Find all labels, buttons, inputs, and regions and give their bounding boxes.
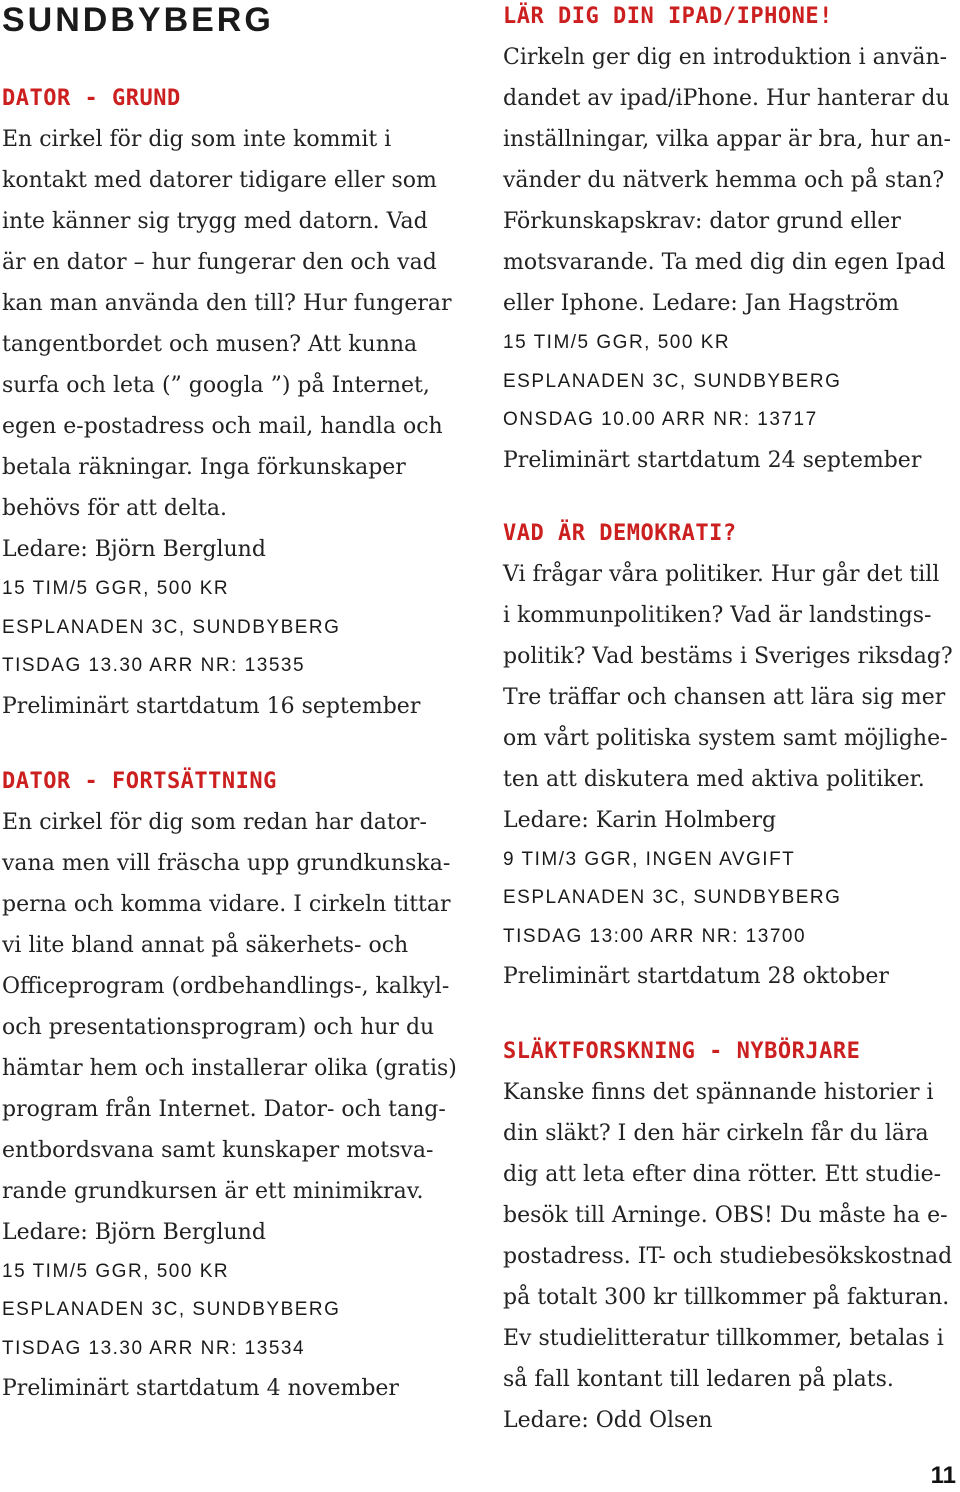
course-description-line: i kommunpolitiken? Vad är landstings- [503,602,932,628]
course-leader: Ledare: Björn Berglund [2,1219,266,1245]
course-description-line: besök till Arninge. OBS! Du måste ha e- [503,1203,948,1228]
course-description-line: Tre träffar och chansen att lära sig mer [503,684,946,710]
course-description-line: vana men vill fräscha upp grundkunska- [2,850,451,876]
course-slaktforskning [503,1031,958,1441]
course-description-line: En cirkel för dig som redan har dator- [2,809,427,835]
course-description-line: En cirkel för dig som inte kommit i [2,127,392,152]
course-description-line: inställningar, vilka appar är bra, hur an- [503,127,951,152]
course-description-line: kan man använda den till? Hur fungerar [2,291,452,316]
course-start-date: Preliminärt startdatum 4 november [2,1376,399,1401]
course-title: SLÄKTFORSKNING - NYBÖRJARE [503,1039,861,1064]
course-description-line: surfa och leta (” googla ”) på Internet, [2,373,430,398]
course-start-date: Preliminärt startdatum 24 september [503,447,922,473]
course-hours-price: 15 TIM/5 GGR, 500 KR [503,332,731,353]
course-description-line: behövs för att delta. [2,496,228,521]
course-dator-grund [2,78,472,727]
course-description-line: politik? Vad bestäms i Sveriges riksdag? [503,643,953,669]
course-description-line: Kanske finns det spännande historier i [503,1080,934,1105]
course-description-line: tangentbordet och musen? Att kunna [2,332,418,357]
course-description-line: på totalt 300 kr tillkommer på fakturan. [503,1285,950,1310]
course-location: ESPLANADEN 3C, SUNDBYBERG [2,1299,341,1320]
course-ipad-iphone [503,0,958,481]
course-hours-price: 15 TIM/5 GGR, 500 KR [2,1260,230,1282]
course-description-line: entbordsvana samt kunskaper motsva- [2,1137,434,1163]
course-location: ESPLANADEN 3C, SUNDBYBERG [503,370,842,392]
course-description-line: program från Internet. Dator- och tang- [2,1096,446,1122]
course-day-time-arr: ONSDAG 10.00 ARR NR: 13717 [503,409,818,430]
course-description-line: egen e-postadress och mail, handla och [2,414,443,439]
course-location: ESPLANADEN 3C, SUNDBYBERG [2,616,341,638]
course-description-line: hämtar hem och installerar olika (gratis) [2,1055,457,1081]
course-description-line: ten att diskutera med aktiva politiker. [503,766,925,792]
course-description-line: Officeprogram (ordbehandlings-, kalkyl- [2,973,450,999]
course-description-line: motsvarande. Ta med dig din egen Ipad [503,250,946,275]
course-hours-price: 9 TIM/3 GGR, INGEN AVGIFT [503,848,796,870]
course-leader: Ledare: Karin Holmberg [503,807,777,833]
course-title: VAD ÄR DEMOKRATI? [503,520,737,546]
course-leader: Ledare: Odd Olsen [503,1408,713,1433]
course-leader: Ledare: Björn Berglund [2,537,266,562]
course-start-date: Preliminärt startdatum 16 september [2,693,421,719]
course-description-line: Cirkeln ger dig en introduktion i använ- [503,45,948,70]
course-description-line: Vi frågar våra politiker. Hur går det till [503,561,940,587]
course-description-line: vi lite bland annat på säkerhets- och [2,932,409,958]
course-description-line: så fall kontant till ledaren på plats. [503,1367,894,1392]
course-description-line: vänder du nätverk hemma och på stan? [503,168,945,193]
course-day-time-arr: TISDAG 13.30 ARR NR: 13535 [2,655,306,676]
course-dator-fortsattning [2,761,472,1410]
course-description-line: dandet av ipad/iPhone. Hur hanterar du [503,86,950,111]
course-description-line: postadress. IT- och studiebesökskostnad [503,1244,953,1269]
course-description-line: Förkunskapskrav: dator grund eller [503,209,901,234]
course-description-line: betala räkningar. Inga förkunskaper [2,455,406,480]
course-demokrati [503,513,958,998]
course-description-line: inte känner sig trygg med datorn. Vad [2,209,428,234]
course-location: ESPLANADEN 3C, SUNDBYBERG [503,887,842,908]
course-description-line: din släkt? I den här cirkeln får du lära [503,1121,929,1146]
course-description-line: och presentationsprogram) och hur du [2,1014,435,1040]
course-description-line: om vårt politiska system samt möjlighe- [503,725,948,751]
course-hours-price: 15 TIM/5 GGR, 500 KR [2,578,230,599]
course-description-line: rande grundkursen är ett minimikrav. [2,1178,424,1204]
page-number: 11 [930,1462,956,1489]
course-description-line: är en dator – hur fungerar den och vad [2,250,437,275]
course-title: DATOR - GRUND [2,86,181,111]
course-title: DATOR - FORTSÄTTNING [2,768,277,794]
course-description-line: Ev studielitteratur tillkommer, betalas i [503,1326,944,1351]
course-description-line: eller Iphone. Ledare: Jan Hagström [503,291,899,316]
course-title: LÄR DIG DIN IPAD/IPHONE! [503,4,833,29]
course-start-date: Preliminärt startdatum 28 oktober [503,964,889,989]
course-day-time-arr: TISDAG 13:00 ARR NR: 13700 [503,925,807,947]
course-description-line: kontakt med datorer tidigare eller som [2,168,437,193]
course-description-line: perna och komma vidare. I cirkeln tittar [2,891,451,917]
page-title: SUNDBYBERG [2,1,274,39]
course-day-time-arr: TISDAG 13.30 ARR NR: 13534 [2,1337,306,1359]
left-column [2,0,472,1409]
right-column [503,0,958,1441]
course-description-line: dig att leta efter dina rötter. Ett studie- [503,1162,942,1187]
